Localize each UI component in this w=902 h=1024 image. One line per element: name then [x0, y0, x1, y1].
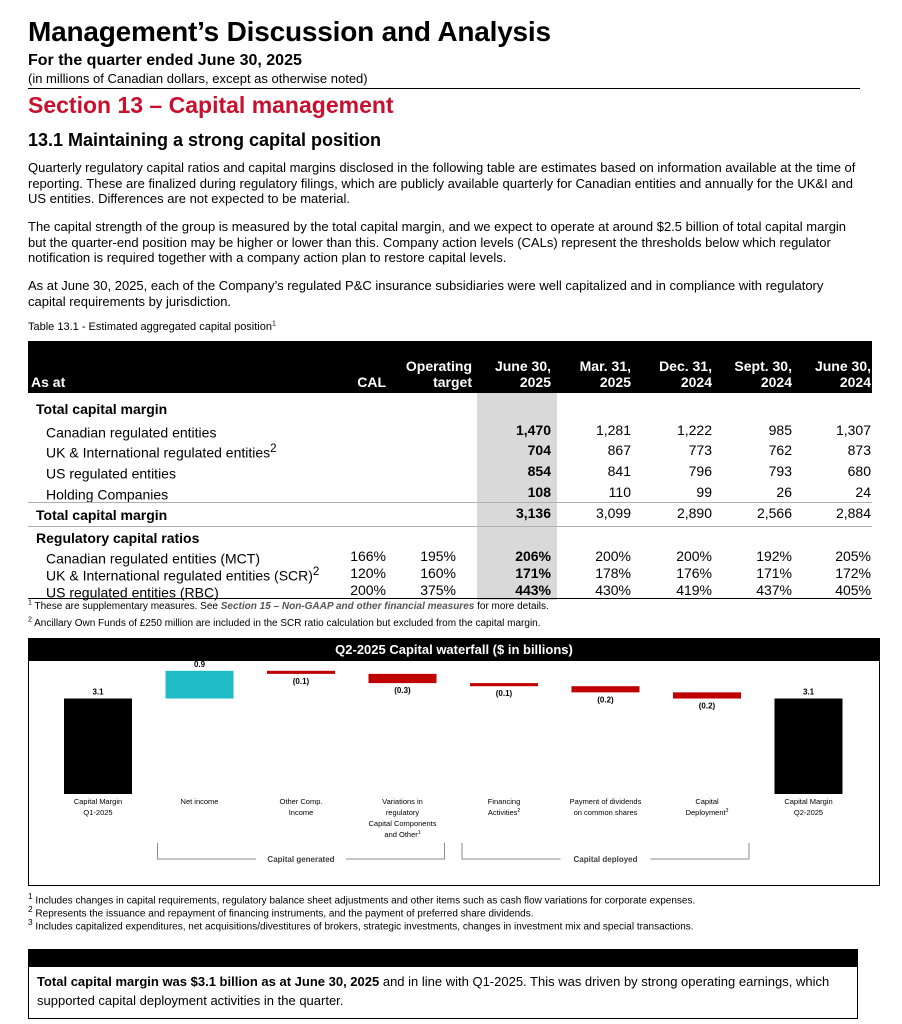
group-label: Capital deployed	[573, 855, 638, 864]
category-label: Net income	[180, 797, 219, 806]
category-label: Q1-2025	[83, 808, 113, 817]
section-label-margin: Total capital margin	[36, 401, 168, 417]
table-row: US regulated entities 854 841 796 793 680	[46, 463, 871, 482]
header-mar-2025: Mar. 31, 2025	[579, 358, 631, 390]
chart-title: Q2-2025 Capital waterfall ($ in billions)	[29, 639, 879, 661]
header-jun-2024: June 30, 2024	[814, 358, 871, 390]
section-label-ratios: Regulatory capital ratios	[28, 526, 872, 546]
category-label: Variations in	[382, 797, 423, 806]
category-label: Payment of dividends	[569, 797, 642, 806]
group-label: Capital generated	[267, 855, 335, 864]
table-row: Holding Companies 108 110 99 26 24	[46, 484, 871, 503]
category-label: Q2-2025	[793, 808, 824, 817]
table-footnote-1: $^1$ These are supplementary measures. See Section 15 – Non-GAAP and other financial measures for more details.	[28, 599, 549, 612]
header-cal: CAL	[357, 374, 386, 390]
chart-footnote-2: $^2$ Represents the issuance and repayment of financing instruments, and the payment of preferred share dividends.	[28, 904, 534, 920]
header-operating-target: Operating target	[405, 358, 472, 390]
chart-footnote-3: $^3$ Includes capitalized expenditures, net acquisitions/divestitures of brokers, strategic investments, changes in investment mix and special transactions.	[28, 917, 694, 933]
category-label: and Other$^1$	[384, 830, 421, 839]
table-row: Canadian regulated entities (MCT) 166% 195% 206% 200% 200% 192% 205%	[46, 548, 871, 567]
chart-footnote-1: $^1$ Includes changes in capital requirements, regulatory balance sheet adjustments and other items such as cash flow variations for corporate expenses.	[28, 891, 696, 907]
data-label: 0.9	[193, 661, 206, 669]
page-title: Management’s Discussion and Analysis	[28, 16, 551, 47]
data-label: (0.2)	[698, 701, 716, 711]
waterfall-bar	[775, 699, 843, 794]
table-row: UK & International regulated entities (SCR)$^2$ 120% 160% 171% 178% 176% 171% 172%	[46, 565, 871, 584]
data-label: 3.1	[92, 687, 104, 697]
category-label: Other Comp.	[279, 797, 323, 806]
table-bottom-rule	[28, 598, 872, 599]
paragraph-2: The capital strength of the group is measured by the total capital margin, and we expect to operate at around $2.5 billion of total capital margin but the quarter-end position may be higher or lower than this. Company action levels (CALs) represent the thresholds below which regulator notification is required together with a company action plan to restore capital levels.	[28, 219, 847, 265]
table-caption: Table 13.1 - Estimated aggregated capital position$^1$	[28, 320, 276, 333]
category-label: on common shares	[573, 808, 638, 817]
category-label: Capital Components	[368, 819, 437, 828]
subsection-title: 13.1 Maintaining a strong capital position	[28, 130, 382, 150]
table-header	[28, 341, 872, 393]
waterfall-bar	[166, 671, 234, 699]
category-label: Financing	[487, 797, 521, 806]
category-label: Income	[288, 808, 314, 817]
waterfall-bar	[572, 686, 640, 692]
header-jun-2025: June 30, 2025	[494, 358, 551, 390]
summary-header-bar	[28, 949, 858, 967]
waterfall-chart	[29, 661, 879, 885]
table-footnote-2: $^2$ Ancillary Own Funds of £250 million are included in the SCR ratio calculation but excluded from the capital margin.	[28, 616, 541, 629]
header-sep-2024: Sept. 30, 2024	[734, 358, 792, 390]
category-label: Capital	[695, 797, 719, 806]
data-label: (0.3)	[394, 686, 411, 696]
waterfall-bar	[267, 671, 335, 674]
waterfall-bar	[64, 699, 132, 794]
data-label: (0.1)	[292, 676, 310, 686]
table-total-row: Total capital margin 3,136 3,099 2,890 2,566 2,884	[28, 502, 872, 524]
waterfall-chart-panel	[28, 638, 880, 886]
non-gaap-section-link[interactable]: Section 15 – Non-GAAP and other financial measures	[220, 601, 475, 612]
section-title: Section 13 – Capital management	[28, 92, 394, 118]
category-label: Capital Margin	[73, 797, 123, 806]
category-label: Capital Margin	[784, 797, 833, 806]
data-label: 3.1	[802, 687, 815, 697]
header-divider	[28, 88, 860, 89]
waterfall-bar	[369, 674, 437, 683]
category-label: Activities$^2$	[487, 808, 521, 817]
units-note: (in millions of Canadian dollars, except as otherwise noted)	[28, 71, 368, 86]
page-subtitle: For the quarter ended June 30, 2025	[28, 52, 302, 69]
header-as-at: As at	[31, 374, 66, 390]
waterfall-bar	[470, 683, 538, 686]
table-row: Canadian regulated entities 1,470 1,281 1,222 985 1,307	[46, 422, 871, 441]
category-label: regulatory	[385, 808, 420, 817]
header-dec-2024: Dec. 31, 2024	[659, 358, 712, 390]
table-row: UK & International regulated entities$^2$ 704 867 773 762 873	[46, 442, 871, 461]
data-label: (0.1)	[495, 689, 513, 699]
waterfall-bar	[673, 692, 741, 698]
table-row: US regulated entities (RBC) 200% 375% 443% 430% 419% 437% 405%	[46, 582, 871, 601]
data-label: (0.2)	[597, 695, 614, 705]
category-label: Deployment$^3$	[685, 808, 729, 817]
paragraph-3: As at June 30, 2025, each of the Company’s regulated P&C insurance subsidiaries were well capitalized and in compliance with regulatory capital requirements by jurisdiction.	[28, 278, 824, 309]
summary-box: Total capital margin was $3.1 billion as at June 30, 2025 and in line with Q1-2025. This was driven by strong operating earnings, which supported capital deployment activities in the quarter.	[28, 967, 858, 1019]
paragraph-1: Quarterly regulatory capital ratios and capital margins disclosed in the following table are estimates based on information available at the time of reporting. These are finalized during regulatory filings, which are publicly available quarterly for Canadian entities and annually for the UK&I and US entities. Differences are not expected to be material.	[28, 160, 856, 206]
